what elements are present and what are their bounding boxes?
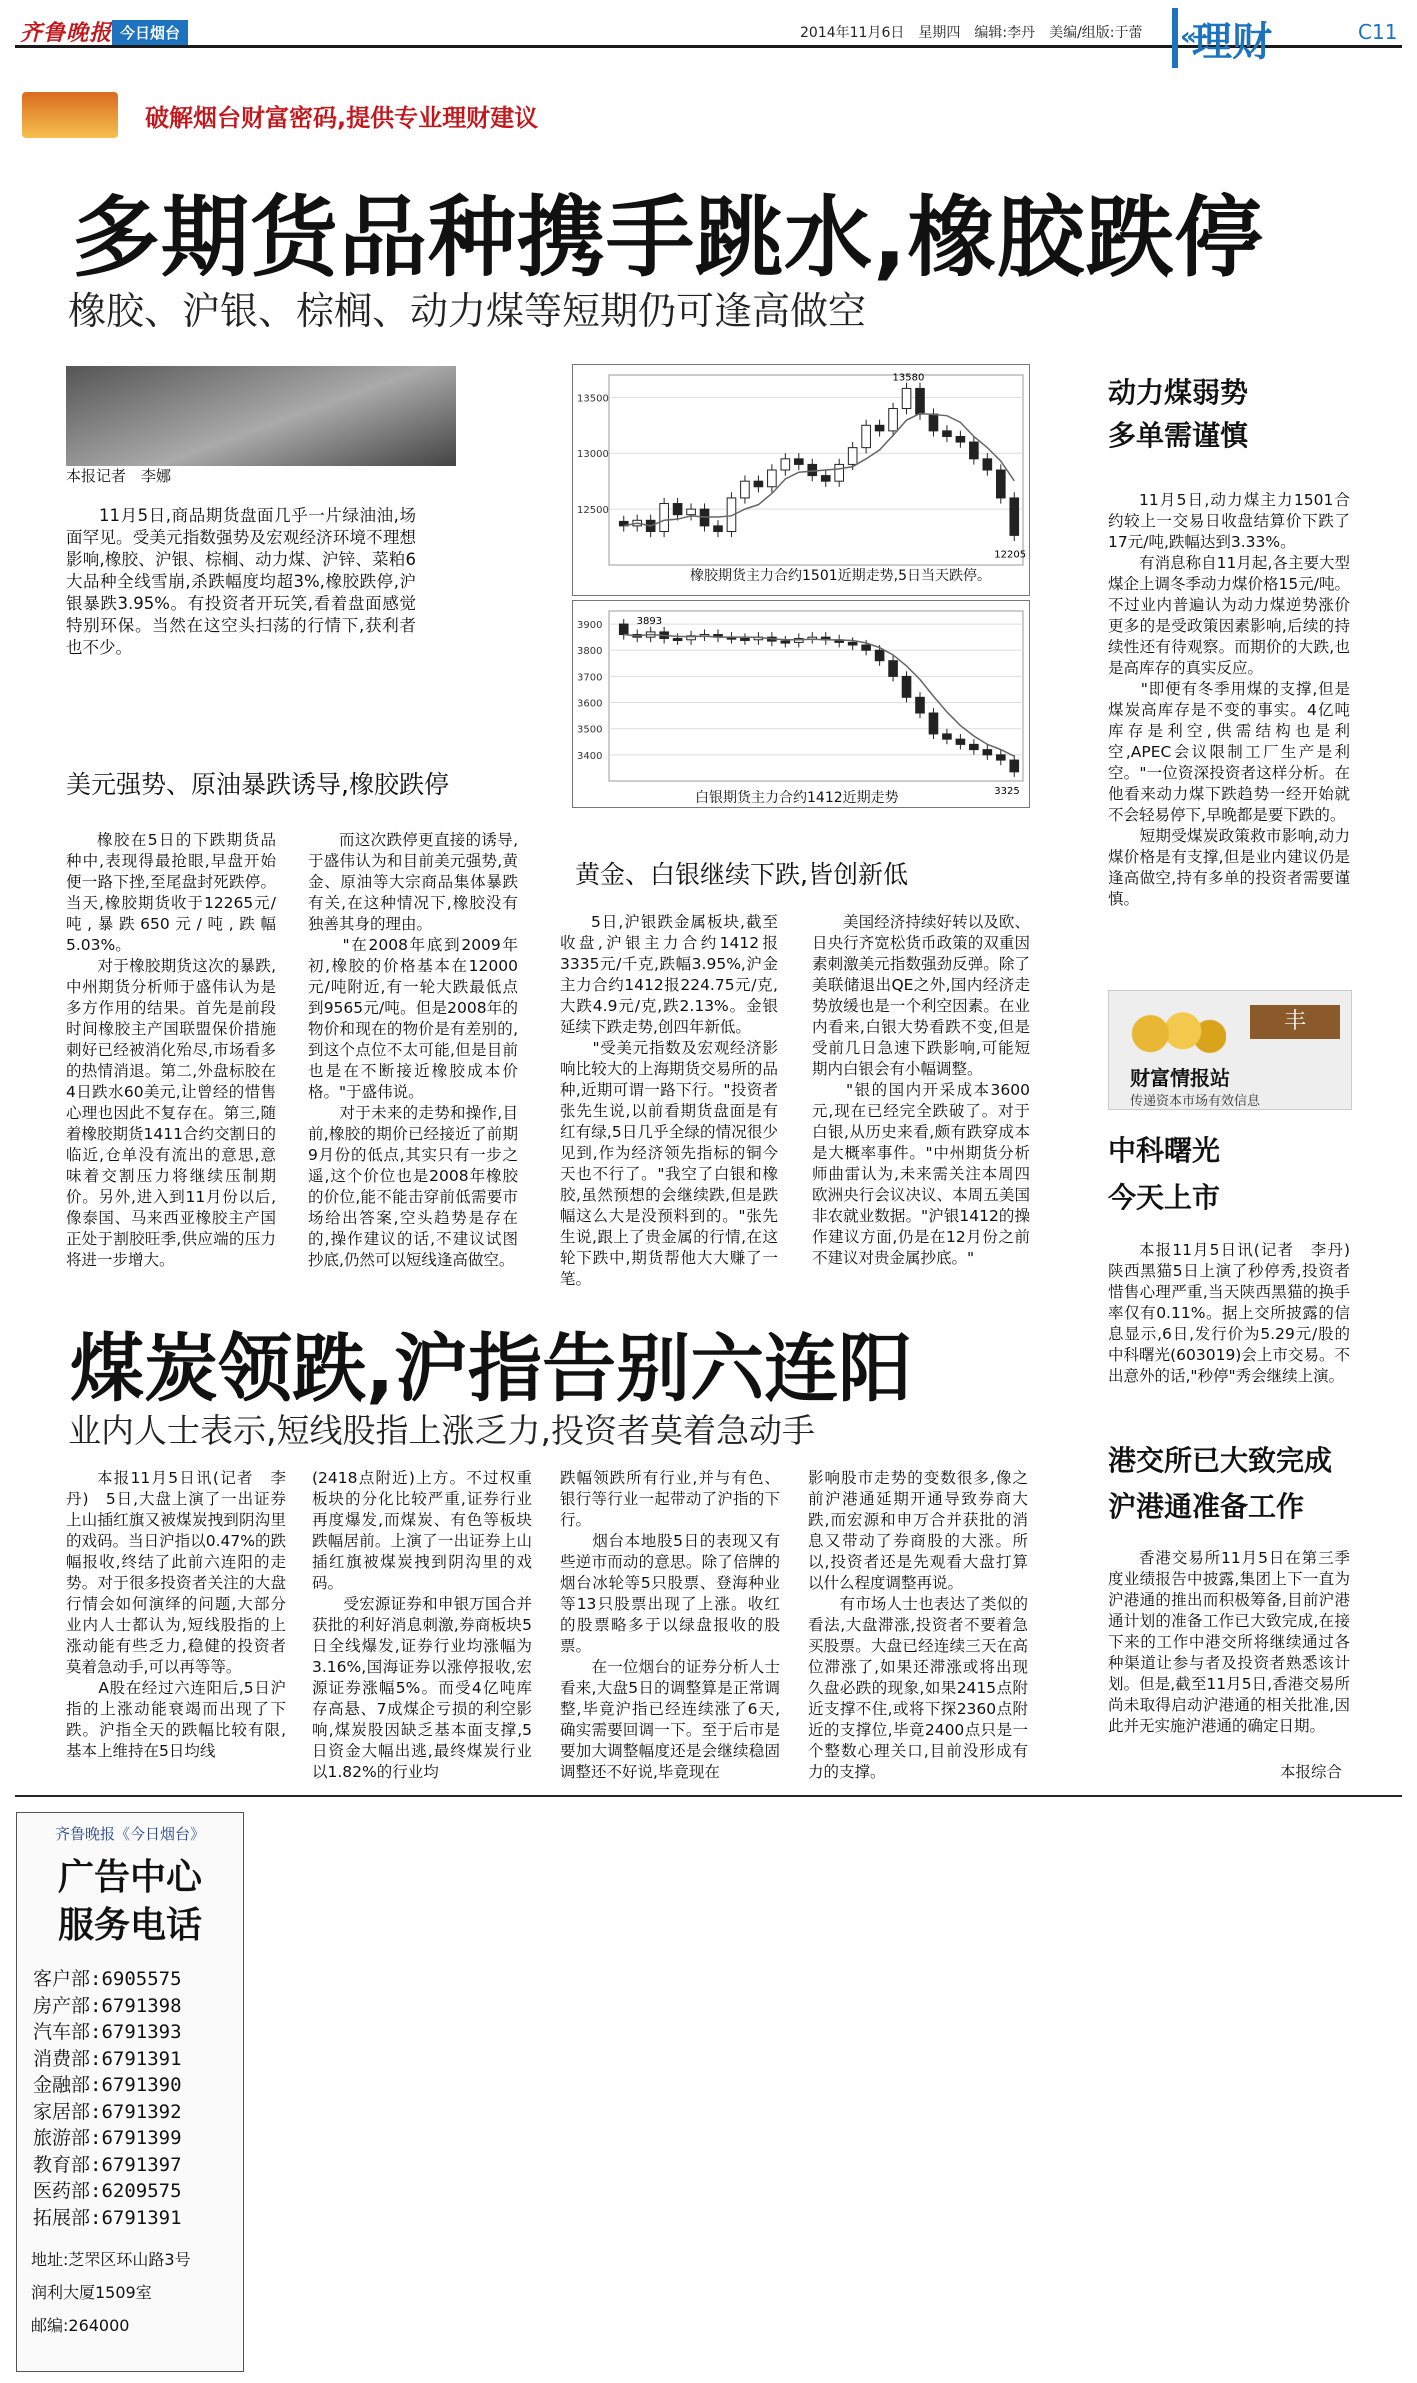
candle-body	[970, 442, 979, 459]
side-headline: 沪港通准备工作	[1108, 1490, 1305, 1523]
side-headline: 中科曙光	[1108, 1134, 1221, 1167]
candle-body	[996, 470, 1005, 498]
article-column: 跌幅领跌所有行业,并与有色、银行等行业一起带动了沪指的下行。 烟台本地股5日的表现又有些逆市而动的意思。除了倍牌的烟台冰轮等5只股票、登海种业等13只股票出现了上涨。收红的股票略多于以绿盘报收的股票。 在一位烟台的证券分析人士看来,大盘5日的调整算是正常调整,毕竟沪指已经连续涨了6天,确实需要回调一下。至于后市是要加大调整幅度还是会继续稳固调整还不好说,毕竟现在	[560, 1469, 780, 1781]
y-tick-label: 3900	[577, 620, 603, 632]
page-number: C11	[1358, 20, 1398, 44]
low-annotation: 3325	[994, 785, 1020, 797]
candle-body	[835, 464, 844, 481]
info-box-subtitle: 传递资本市场有效信息	[1130, 1094, 1261, 1109]
headline-2: 煤炭领跌,沪指告别六连阳	[70, 1326, 913, 1412]
candle-body	[794, 459, 803, 465]
subheadline: 橡胶、沪银、棕榈、动力煤等短期仍可逢高做空	[68, 289, 867, 333]
silver-futures-chart	[572, 600, 1030, 808]
chart-caption: 橡胶期货主力合约1501近期走势,5日当天跌停。	[690, 568, 991, 584]
y-tick-label: 13000	[577, 449, 609, 461]
candle-body	[619, 624, 628, 634]
candle-body	[983, 459, 992, 470]
column-name: 理财	[1192, 18, 1272, 65]
ad-phone-item: 医药部:6209575	[33, 2180, 182, 2202]
candle-body	[970, 744, 979, 749]
column-slogan: 破解烟台财富密码,提供专业理财建议	[145, 104, 539, 132]
candle-body	[862, 425, 871, 447]
side-article: 本报11月5日讯(记者 李丹) 陕西黑猫5日上演了秒停秀,投资者惜售心理严重,当天陕西黑猫的换手率仅有0.11%。据上交所披露的信息显示,6日,发行价为5.29元/股的中科曙光(603019)会上市交易。不出意外的话,"秒停"秀会继续上演。	[1108, 1241, 1366, 1385]
section-divider	[15, 1795, 1402, 1797]
candle-body	[673, 504, 682, 515]
side-article-source: 本报综合	[1280, 1763, 1343, 1781]
candle-body	[714, 526, 723, 532]
candle-body	[862, 645, 871, 650]
section-tag: 今日烟台	[112, 20, 188, 45]
ad-address	[31, 2243, 243, 2342]
y-tick-label: 3700	[577, 672, 603, 684]
candle-body	[875, 425, 884, 431]
candle-body	[889, 661, 898, 677]
candle-body	[1010, 760, 1019, 772]
ad-phone-item: 金融部:6791390	[33, 2074, 182, 2096]
headline: 多期货品种携手跳水,橡胶跌停	[72, 186, 1264, 289]
section-heading: 美元强势、原油暴跌诱导,橡胶跌停	[66, 770, 449, 799]
candle-body	[1010, 498, 1019, 535]
ad-phone-item: 消费部:6791391	[33, 2047, 182, 2070]
candle-body	[673, 638, 682, 640]
rubber-candlestick-svg	[573, 365, 1031, 597]
article-column: 橡胶在5日的下跌期货品种中,表现得最抢眼,早盘开始便一路下挫,至尾盘封死跌停。当天,橡胶期货收于12265元/吨,暴跌650元/吨,跌幅5.03%。 对于橡胶期货这次的暴跌,中州期货分析师于盛伟认为是多方作用的结果。首先是前段时间橡胶主产国联盟保价措施刺好已经被消化殆尽,市场看多的热情消退。第二,外盘标胶在4日跌水60美元,让曾经的惜售心理也因此不复存在。第三,随着橡胶期货1411合约交割日的临近,仓单没有流出的意思,意味着交割压力将继续压制期价。另外,进入到11月份以后,像泰国、马来西亚橡胶主产国正处于割胶旺季,供应端的压力将进一步增大。	[66, 831, 276, 1269]
candle-body	[902, 388, 911, 408]
ad-address-line: 润利大厦1509室	[31, 2283, 152, 2302]
newspaper-logo: 齐鲁晚报	[20, 20, 113, 46]
y-tick-label: 3600	[577, 698, 603, 710]
article-column: 美国经济持续好转以及欧、日央行齐宽松货币政策的双重因素刺激美元指数强劲反弹。除了美联储退出QE之外,国内经济走势放缓也是一个利空因素。在业内看来,白银大势看跌不变,但是受前几日急速下跌影响,可能短期内白银会有小幅调整。 "银的国内开采成本3600元,现在已经完全跌破了。对于白银,从历史来看,颇有跌穿成本是大概率事件。"中州期货分析师曲雷认为,未来需关注本周四欧洲央行会议决议、本周五美国非农就业数据。"沪银1412的操作建议方面,仍是在12月份之前不建议对贵金属抄底。"	[812, 913, 1030, 1267]
candle-body	[808, 464, 817, 475]
y-tick-label: 3800	[577, 646, 603, 658]
candle-body	[781, 641, 790, 643]
ad-phone-item: 房产部:6791398	[33, 1994, 182, 2017]
rubber-futures-chart	[572, 364, 1030, 596]
ad-center-box	[16, 1812, 244, 2372]
high-annotation: 3893	[636, 615, 663, 627]
candle-body	[929, 414, 938, 431]
article-column: 而这次跌停更直接的诱导,于盛伟认为和目前美元强势,黄金、原油等大宗商品集体暴跌有关,在这种情况下,橡胶没有独善其身的理由。 "在2008年底到2009年初,橡胶的价格基本在12000元/吨附近,有一轮大跌最低点到9565元/吨。但是2008年的物价和现在的物价是有差别的,到这个点位不太可能,但是目前也是在不断接近橡胶成本价格。"于盛伟说。 对于未来的走势和操作,目前,橡胶的期价已经接近了前期9月份的低点,其实只有一步之遥,这个价位也是2008年橡胶的价位,能不能击穿前低需要市场给出答案,空头趋势是存在的,操作建议的话,不建议试图抄底,仍然可以短线逢高做空。	[308, 831, 518, 1269]
candle-body	[687, 509, 696, 515]
candle-body	[768, 470, 777, 487]
candle-body	[848, 642, 857, 645]
y-tick-label: 12500	[577, 505, 609, 517]
article-column: (2418点附近)上方。不过权重板块的分化比较严重,证券行业再度爆发,而煤炭、有色等板块跌幅居前。上演了一出证券上山插红旗被煤炭拽到阴沟里的戏码。 受宏源证券和申银万国合并获批的利好消息刺激,券商板块5日全线爆发,证券行业均涨幅为3.16%,国海证券以涨停报收,宏源证券涨幅5%。而受4亿吨库存高悬、7成煤企亏损的利空影响,煤炭股因缺乏基本面支撑,5日资金大幅出逃,最终煤炭行业以1.82%的行业均	[312, 1469, 532, 1781]
low-annotation: 12205	[994, 549, 1027, 561]
ad-phone-item: 家居部:6791392	[33, 2100, 182, 2123]
y-tick-label: 3400	[577, 750, 603, 762]
ad-phone-list	[33, 1966, 243, 2231]
ad-address-line: 地址:芝罘区环山路3号	[31, 2250, 191, 2269]
y-tick-label: 13500	[577, 393, 609, 405]
candle-body	[875, 650, 884, 660]
subheadline-2: 业内人士表示,短线股指上涨乏力,投资者莫着急动手	[68, 1411, 815, 1450]
chevron-left-icon: «	[1180, 22, 1197, 52]
side-headline: 港交所已大致完成	[1108, 1444, 1333, 1477]
signpost-icon: 丰	[1250, 1005, 1340, 1039]
y-tick-label: 3500	[577, 724, 603, 736]
lead-paragraph: 11月5日,商品期货盘面几乎一片绿油油,场面罕见。受美元指数强势及宏观经济环境不理想影响,橡胶、沪银、棕榈、动力煤、沪锌、菜粕6大品种全线雪崩,杀跌幅度均超3%,橡胶跌停,沪银暴跌3.95%。有投资者开玩笑,看着盘面感觉特别环保。当然在这空头扫荡的行情下,获利者也不少。	[66, 506, 416, 657]
article-column: 本报11月5日讯(记者 李丹) 5日,大盘上演了一出证券上山插红旗又被煤炭拽到阴沟里的戏码。当日沪指以0.47%的跌幅报收,终结了此前六连阳的走势。对于很多投资者关注的大盘行情会如何演绎的问题,大部分业内人士都认为,短线股指的上涨动能有些乏力,稳健的投资者莫着急动手,可以再等等。 A股在经过六连阳后,5日沪指的上涨动能衰竭而出现了下跌。沪指全天的跌幅比较有限,基本上维持在5日均线	[66, 1469, 286, 1760]
article-column: 5日,沪银跌金属板块,截至收盘,沪银主力合约1412报3335元/千克,跌幅3.95%,沪金主力合约1412报224.75元/克,大跌4.9元/克,跌2.13%。金银延续下跌走势,创四年新低。 "受美元指数及宏观经济影响比较大的上海期货交易所的品种,近期可谓一路下行。"投资者张先生说,以前看期货盘面是有红有绿,5日几乎全绿的情况很少见到,作为经济领先指标的铜今天也不行了。"我空了白银和橡胶,虽然预想的会继续跌,但是跌幅这么大是没预料到的。"张先生说,跟上了贵金属的行情,在这轮下跌中,期货帮他大大赚了一笔。	[560, 913, 778, 1288]
section-heading: 黄金、白银继续下跌,皆创新低	[575, 860, 908, 889]
side-article: 香港交易所11月5日在第三季度业绩报告中披露,集团上下一直为沪港通的推出而积极筹备,目前沪港通计划的准备工作已大致完成,在接下来的工作中港交所将继续通过各种渠道让参与者及投资者熟悉该计划。但是,截至11月5日,香港交易所尚未取得启动沪港通的相关批准,因此并无实施沪港通的确定日期。	[1108, 1549, 1350, 1735]
abacus-icon	[22, 92, 118, 138]
side-headline: 多单需谨慎	[1108, 419, 1249, 452]
candle-body	[943, 431, 952, 437]
candle-body	[996, 755, 1005, 760]
arrow-graphic	[66, 366, 456, 466]
candle-body	[848, 448, 857, 465]
candle-body	[956, 739, 965, 744]
candle-body	[754, 481, 763, 487]
candle-body	[902, 676, 911, 697]
side-article: 11月5日,动力煤主力1501合约较上一交易日收盘结算价下跌了17元/吨,跌幅达到3.33%。 有消息称自11月起,各主要大型煤企上调冬季动力煤价格15元/吨。不过业内普遍认为动力煤逆势涨价更多的是受政策因素影响,后续的持续性还有待观察。而期价的大跌,也是高库存的真实反应。 "即便有冬季用煤的支撑,但是煤炭高库存是不变的事实。4亿吨库存是利空,供需结构也是利空,APEC会议限制工厂生产是利空。"一位资深投资者这样分析。在他看来动力煤下跌趋势一经开始就不会轻易停下,早晚都是要下跌的。 短期受煤炭政策救市影响,动力煤价格是有支撑,但是业内建议仍是逢高做空,持有多单的投资者需要谨慎。	[1108, 491, 1350, 908]
coins-icon	[1118, 1000, 1226, 1056]
candle-body	[956, 436, 965, 442]
side-headline: 今天上市	[1108, 1181, 1221, 1214]
dateline: 2014年11月6日 星期四 编辑:李丹 美编/组版:于蕾	[800, 25, 1143, 41]
ad-phone-item: 旅游部:6791399	[33, 2127, 182, 2149]
ad-phone-item: 教育部:6791397	[33, 2153, 182, 2176]
ad-title: 广告中心	[57, 1857, 202, 1898]
candle-body	[741, 481, 750, 498]
silver-candlestick-svg	[573, 601, 1031, 809]
chart-caption: 白银期货主力合约1412近期走势	[695, 790, 899, 806]
side-headline: 动力煤弱势	[1108, 376, 1249, 409]
candle-body	[943, 734, 952, 739]
ad-phone-item: 汽车部:6791393	[33, 2021, 182, 2043]
candle-body	[741, 638, 750, 640]
ad-title: 服务电话	[57, 1905, 202, 1946]
ad-phone-item: 拓展部:6791391	[33, 2206, 182, 2229]
ad-publisher: 齐鲁晚报《今日烟台》	[54, 1825, 205, 1843]
moving-average-line	[624, 635, 1015, 757]
candle-body	[916, 388, 925, 414]
article-column: 影响股市走势的变数很多,像之前沪港通延期开通导致券商大跌,而宏源和申万合并获批的消息又带动了券商股的大涨。所以,投资者还是先观看大盘打算以什么程度调整再说。 有市场人士也表达了类似的看法,大盘滞涨,投资者不要着急买股票。大盘已经连续三天在高位滞涨了,如果还滞涨或将出现久盘必跌的现象,如果2415点附近支撑不住,或将下探2360点附近的支撑位,毕竟2400点只是一个整数心理关口,目前没形成有力的支撑。	[808, 1469, 1028, 1781]
candle-body	[889, 409, 898, 431]
ad-phone-item: 客户部:6905575	[33, 1968, 182, 1990]
high-annotation: 13580	[892, 372, 925, 384]
ad-zip: 邮编:264000	[31, 2316, 130, 2335]
candle-body	[983, 750, 992, 755]
candle-body	[821, 476, 830, 482]
candle-body	[781, 459, 790, 470]
candle-body	[916, 697, 925, 713]
candle-body	[929, 713, 938, 734]
info-box-title: 财富情报站	[1130, 1066, 1230, 1090]
candle-body	[660, 504, 669, 532]
byline: 本报记者 李娜	[66, 467, 172, 485]
